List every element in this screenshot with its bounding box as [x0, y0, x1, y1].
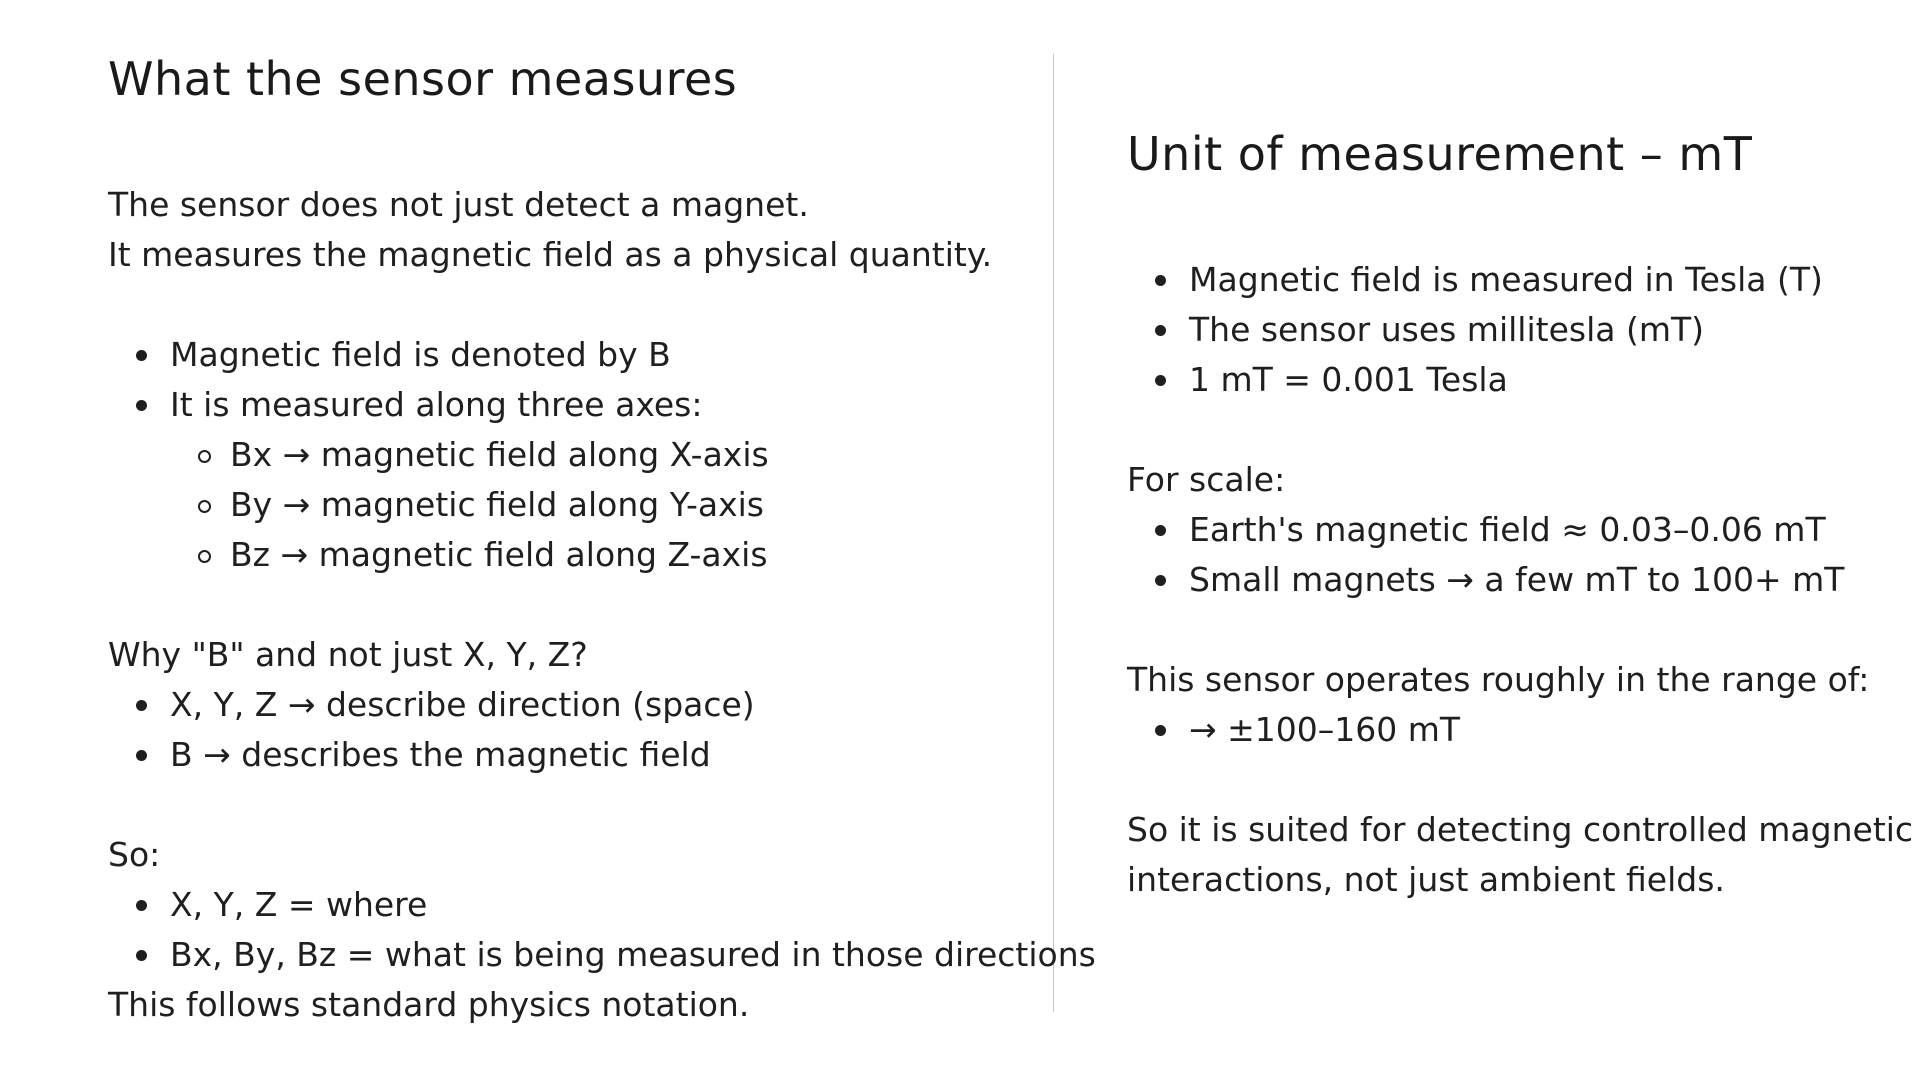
intro-paragraph	[108, 180, 992, 280]
closing-line: This follows standard physics notation.	[108, 985, 750, 1024]
unit-bullet-list	[1127, 255, 1823, 405]
axis-sub-bullet: Bz → magnetic field along Z-axis	[108, 530, 769, 580]
bullet-item: Magnetic field is denoted by B	[108, 330, 769, 380]
bullet-item: Small magnets → a few mT to 100+ mT	[1127, 555, 1844, 605]
intro-line: The sensor does not just detect a magnet.	[108, 185, 809, 224]
sensor-bullet-list	[108, 330, 769, 580]
bullet-item: X, Y, Z = where	[108, 880, 1096, 930]
bullet-item: B → describes the magnetic field	[108, 730, 755, 780]
intro-line: It measures the magnetic field as a physical quantity.	[108, 235, 993, 274]
left-heading: What the sensor measures	[108, 52, 738, 106]
scale-bullet-list	[1127, 505, 1844, 605]
range-bullet-list	[1127, 705, 1460, 755]
column-divider	[1053, 54, 1054, 1012]
bullet-item: 1 mT = 0.001 Tesla	[1127, 355, 1823, 405]
so-bullet-list	[108, 880, 1096, 980]
scale-heading: For scale:	[1127, 460, 1286, 499]
range-heading: This sensor operates roughly in the range of:	[1127, 660, 1870, 699]
summary-paragraph	[1127, 805, 1913, 905]
summary-line: So it is suited for detecting controlled magnetic	[1127, 810, 1914, 849]
bullet-item: It is measured along three axes:	[108, 380, 769, 430]
bullet-item: X, Y, Z → describe direction (space)	[108, 680, 755, 730]
bullet-item: Earth's magnetic field ≈ 0.03–0.06 mT	[1127, 505, 1844, 555]
why-bullet-list	[108, 680, 755, 780]
why-heading: Why "B" and not just X, Y, Z?	[108, 635, 588, 674]
bullet-item: The sensor uses millitesla (mT)	[1127, 305, 1823, 355]
axis-sub-bullet: By → magnetic field along Y-axis	[108, 480, 769, 530]
so-heading: So:	[108, 835, 161, 874]
bullet-item: Bx, By, Bz = what is being measured in those directions	[108, 930, 1096, 980]
right-heading: Unit of measurement – mT	[1127, 127, 1753, 181]
bullet-item: → ±100–160 mT	[1127, 705, 1460, 755]
summary-line: interactions, not just ambient fields.	[1127, 860, 1725, 899]
bullet-item: Magnetic field is measured in Tesla (T)	[1127, 255, 1823, 305]
axis-sub-bullet: Bx → magnetic field along X-axis	[108, 430, 769, 480]
